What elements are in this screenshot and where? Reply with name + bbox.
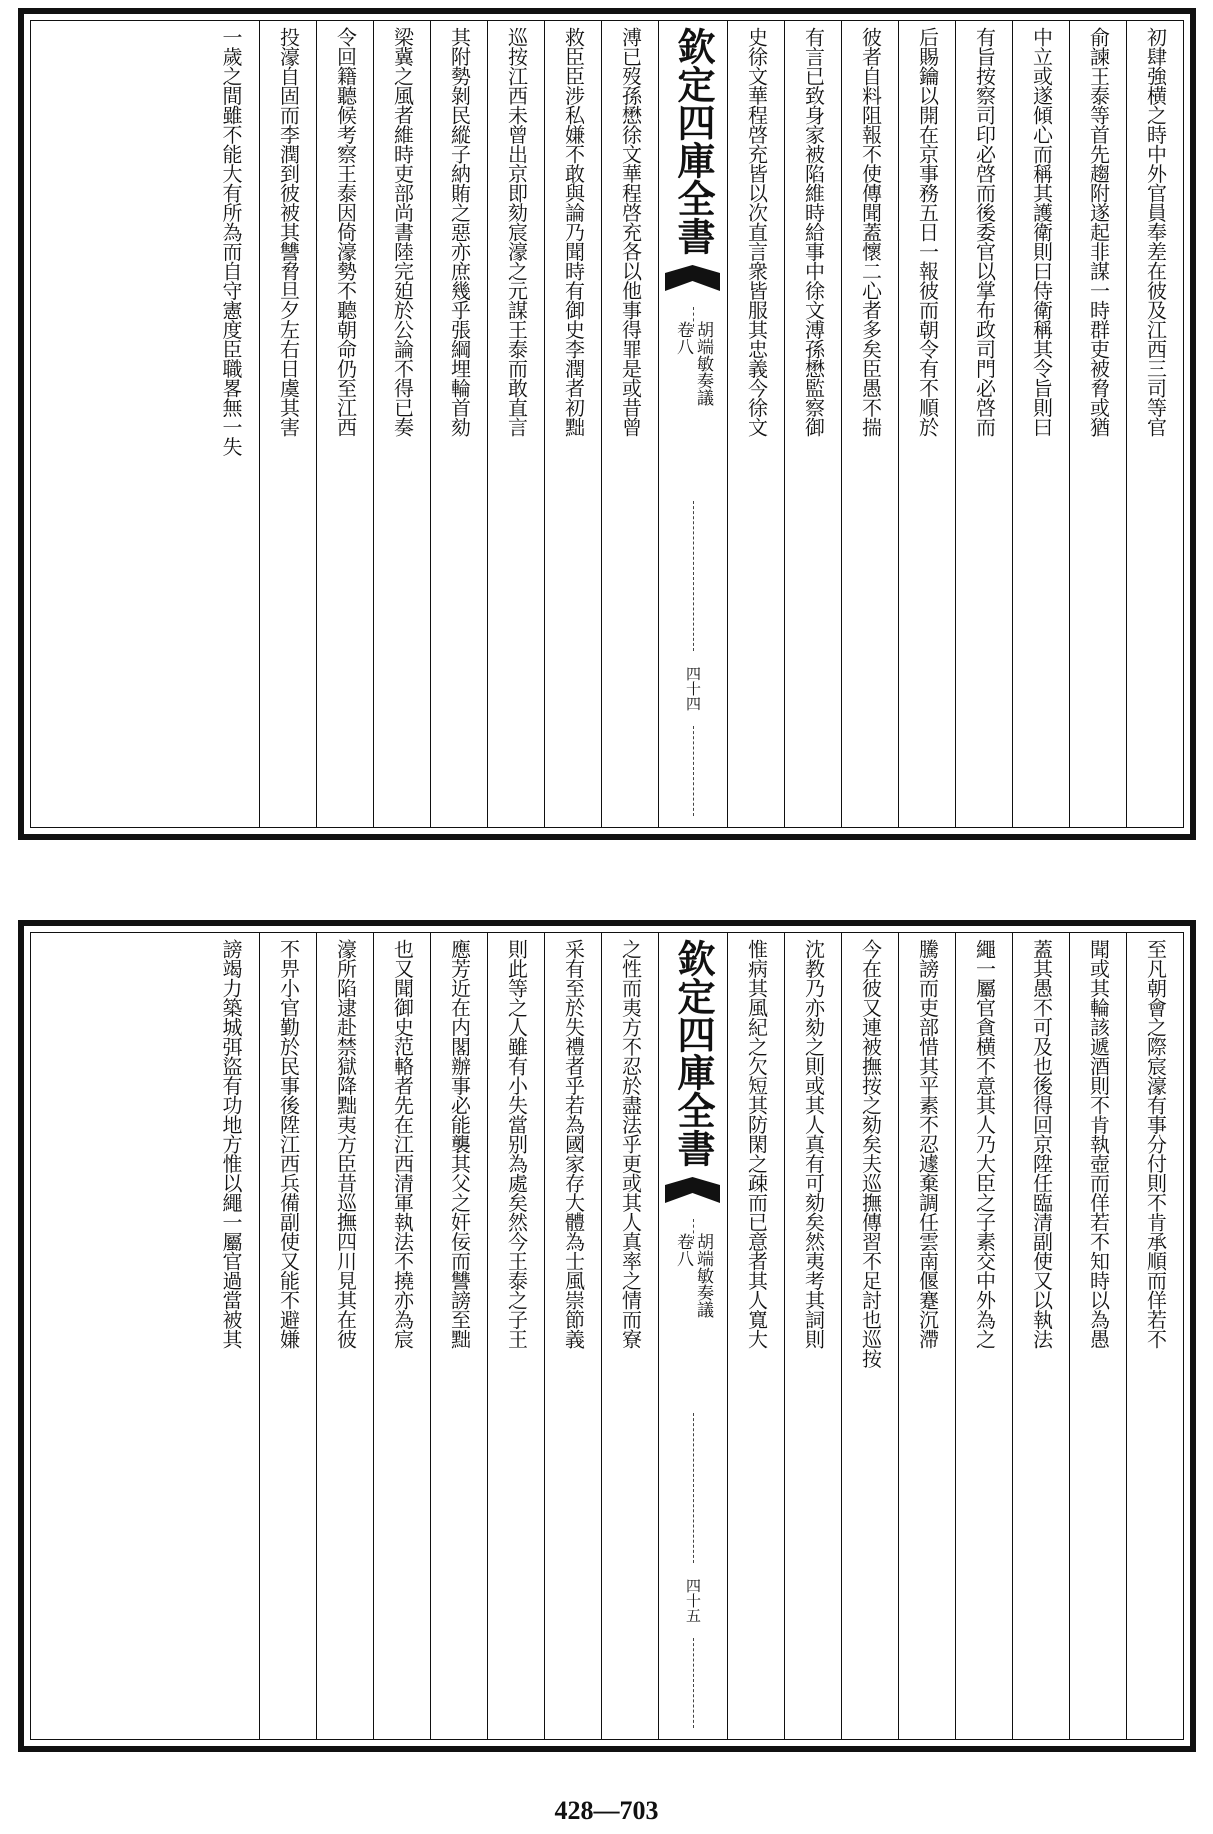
top-page (18, 8, 1196, 840)
column-text: 其附勢剝民縱子納賄之惡亦庶幾乎張綱埋輪首劾 (447, 27, 472, 437)
folio-number: 四十四 (684, 666, 702, 711)
column-text: 彼者自料阻報不使傳聞蓋懷二心者多矣臣愚不揣 (858, 27, 883, 437)
text-column (601, 21, 658, 827)
folio-number: 四十五 (684, 1578, 702, 1623)
fishtail-mark-icon (665, 1177, 720, 1203)
text-column (373, 933, 430, 1739)
column-text: 濠所陷逮赴禁獄降黜夷方臣昔巡撫四川見其在彼 (333, 939, 358, 1349)
column-text: 俞諫王泰等首先趨附遂起非謀一時群吏被脅或猶 (1086, 27, 1111, 437)
text-column (373, 21, 430, 827)
text-column (841, 933, 898, 1739)
text-column (259, 933, 316, 1739)
text-column (1126, 21, 1183, 827)
text-column (898, 21, 955, 827)
column-text: 則此等之人雖有小失當别為處矣然今王泰之子王 (504, 939, 529, 1349)
text-column (1012, 933, 1069, 1739)
fishtail-mark-icon (665, 265, 720, 291)
column-text: 梁冀之風者維時吏部尚書陸完廹於公論不得已奏 (390, 27, 415, 437)
column-text: 繩一屬官貪横不意其人乃大臣之子素交中外為之 (972, 939, 997, 1349)
fold-line (693, 1413, 694, 1563)
center-book-info (659, 321, 727, 491)
column-text: 之性而夷方不忍於盡法乎更或其人真率之情而寮 (618, 939, 643, 1349)
center-book-info (659, 1233, 727, 1403)
text-column (430, 21, 487, 827)
column-text: 采有至於失禮者乎若為國家存大體為士風崇節義 (561, 939, 586, 1349)
text-column (955, 21, 1012, 827)
column-text: 中立或遂傾心而稱其護衛則曰侍衛稱其令旨則曰 (1029, 27, 1054, 437)
column-text: 不畀小官勤於民事後陞江西兵備副使又能不避嫌 (276, 939, 301, 1349)
text-column (1012, 21, 1069, 827)
bottom-page-frame (30, 932, 1184, 1740)
text-column (784, 933, 841, 1739)
text-column (955, 933, 1012, 1739)
text-column (316, 933, 373, 1739)
column-text: 應芳近在内閣辦事必能襲其父之奸佞而讐謗至黜 (447, 939, 472, 1349)
volume-label: 卷八 (673, 321, 693, 355)
text-column (727, 933, 784, 1739)
center-title: 欽定四庫全書 (671, 27, 716, 255)
column-text: 有旨按察司印必啓而後委官以掌布政司門必啓而 (972, 27, 997, 437)
text-column (259, 21, 316, 827)
column-text: 一歲之間雖不能大有所為而自守憲度臣職畧無一失 (219, 27, 243, 456)
text-column (601, 933, 658, 1739)
volume-label: 卷八 (673, 1233, 693, 1267)
column-text: 溥已歿孫懋徐文華程啓充各以他事得罪是或昔曾 (618, 27, 643, 437)
text-column (544, 933, 601, 1739)
text-column (487, 21, 544, 827)
column-text: 今在彼又連被撫按之劾矣夫巡撫傳習不足討也巡按 (858, 939, 883, 1368)
center-fold-column (658, 933, 727, 1739)
text-column (202, 933, 259, 1739)
column-text: 初肆強横之時中外官員奉差在彼及江西三司等官 (1143, 27, 1168, 437)
column-text: 也又聞御史范輅者先在江西清軍執法不撓亦為宸 (390, 939, 415, 1349)
text-column (430, 933, 487, 1739)
top-page-frame (30, 20, 1184, 828)
text-column (202, 21, 259, 827)
column-text: 巡按江西未曾出京即劾宸濠之元謀王泰而敢直言 (504, 27, 529, 437)
column-text: 蓋其愚不可及也後得回京陞任臨清副使又以執法 (1029, 939, 1054, 1349)
column-text: 聞或其輪該遞酒則不肯執壺而佯若不知時以為愚 (1086, 939, 1111, 1349)
page-footer-number: 428—703 (554, 1796, 659, 1825)
column-text: 至凡朝會之際宸濠有事分付則不肯承順而佯若不 (1143, 939, 1168, 1349)
column-text: 救臣臣涉私嫌不敢與論乃聞時有御史李潤者初黜 (561, 27, 586, 437)
text-column (1069, 933, 1126, 1739)
text-column (316, 21, 373, 827)
fold-line (693, 501, 694, 651)
bottom-page (18, 920, 1196, 1752)
column-text: 后賜鑰以開在京事務五日一報彼而朝令有不順於 (915, 27, 940, 437)
column-text: 沈教乃亦劾之則或其人真有可劾矣然夷考其詞則 (801, 939, 826, 1349)
text-column (1126, 933, 1183, 1739)
column-text: 投濠自固而李潤到彼被其讐脅旦夕左右日虞其害 (276, 27, 301, 437)
column-text: 有言已致身家被陷維時給事中徐文溥孫懋監察御 (801, 27, 826, 437)
book-name: 胡端敏奏議 (693, 1233, 713, 1318)
book-name: 胡端敏奏議 (693, 321, 713, 406)
column-text: 惟病其風紀之欠短其防閑之疎而已意者其人寬大 (744, 939, 769, 1349)
column-text: 令回籍聽候考察王泰因倚濠勢不聽朝命仍至江西 (333, 27, 358, 437)
text-column (487, 933, 544, 1739)
column-text: 史徐文華程啓充皆以次直言衆皆服其忠義今徐文 (744, 27, 769, 437)
column-text: 謗竭力築城弭盜有功地方惟以繩一屬官過當被其 (219, 939, 243, 1349)
text-column (727, 21, 784, 827)
fold-line (693, 1638, 694, 1728)
center-title: 欽定四庫全書 (671, 939, 716, 1167)
center-fold-column (658, 21, 727, 827)
text-column (544, 21, 601, 827)
text-column (898, 933, 955, 1739)
fold-line (693, 726, 694, 816)
text-column (1069, 21, 1126, 827)
text-column (784, 21, 841, 827)
column-text: 騰謗而吏部惜其平素不忍遽棄調任雲南偃蹇沉滯 (915, 939, 940, 1349)
text-column (841, 21, 898, 827)
